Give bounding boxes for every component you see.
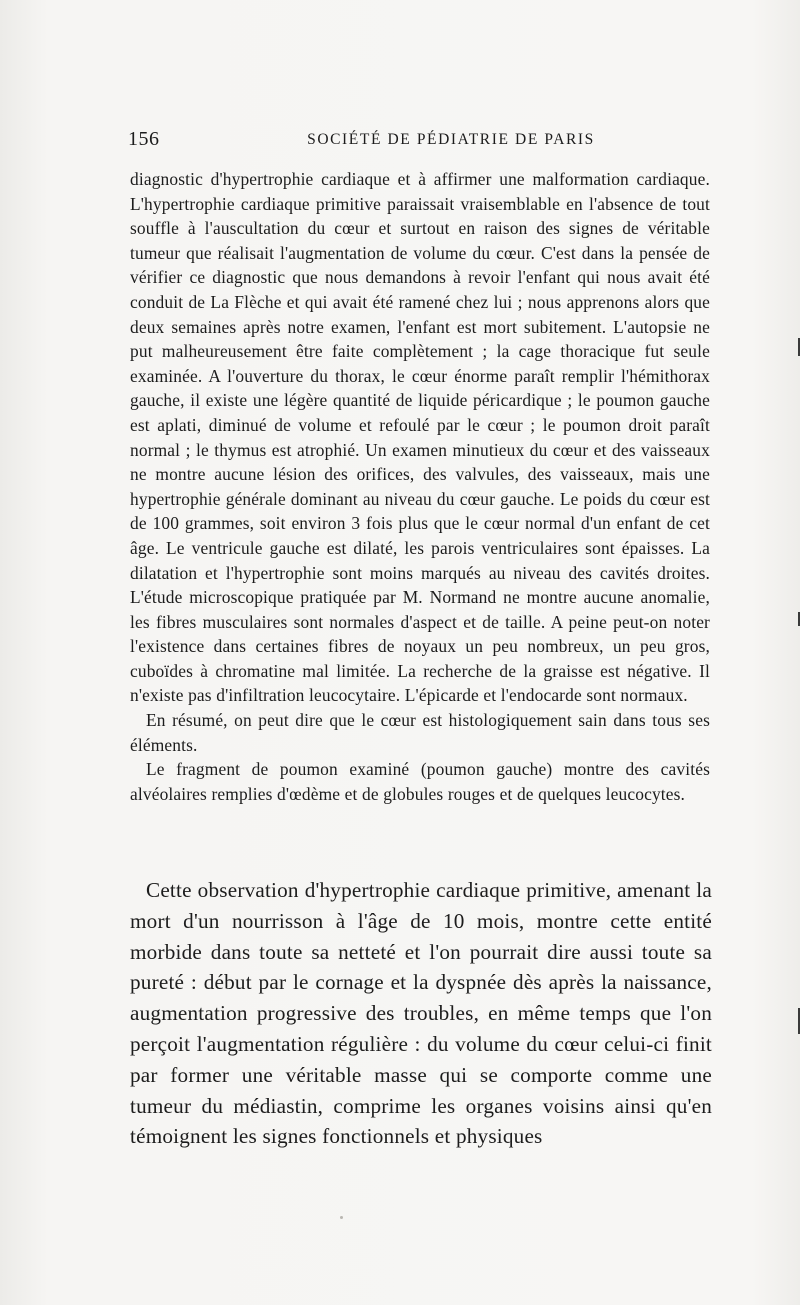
report-paragraph: En résumé, on peut dire que le cœur est histologiquement sain dans tous ses éléments. bbox=[130, 710, 710, 755]
report-paragraph: diagnostic d'hypertrophie cardiaque et à affirmer une malformation cardiaque. L'hypertrophie cardiaque primitive paraissait vraisemblable en l'absence de tout souffle à l'auscultation du cœur et surtout en raison des signes de véritable tumeur que réalisait l'augmentation de volume du cœur. C'est dans la pensée de vérifier ce diagnostic que nous demandons à revoir l'enfant qui nous avait été conduit de La Flèche et qui avait été ramené chez lui ; nous apprenons alors que deux semaines après notre examen, l'enfant est mort subitement. L'autopsie ne put malheureusement être faite complètement ; la cage thoracique fut seule examinée. A l'ouverture du thorax, le cœur énorme paraît remplir l'hémithorax gauche, il existe une légère quantité de liquide péricardique ; le poumon gauche est aplati, diminué de volume et refoulé par le cœur ; le poumon droit paraît normal ; le thymus est atrophié. Un examen minutieux du cœur et des vaisseaux ne montre aucune lésion des orifices, des valvules, des vaisseaux, mais une hypertrophie générale dominant au niveau du cœur gauche. Le poids du cœur est de 100 grammes, soit environ 3 fois plus que le cœur normal d'un enfant de cet âge. Le ventricule gauche est dilaté, les parois ventriculaires sont épaisses. La dilatation et l'hypertrophie sont moins marqués au niveau des cavités droites. L'étude microscopique pratiquée par M. Normand ne montre aucune anomalie, les fibres musculaires sont normales d'aspect et de taille. A peine peut-on noter l'existence dans certaines fibres de noyaux un peu nombreux, un peu gros, cuboïdes à chromatine mal limitée. La recherche de la graisse est négative. Il n'existe pas d'infiltration leucocytaire. L'épicarde et l'endocarde sont normaux. bbox=[130, 169, 710, 706]
report-paragraph: Le fragment de poumon examiné (poumon gauche) montre des cavités alvéolaires remplies d'œdème et de globules rouges et de quelques leucocytes. bbox=[130, 759, 710, 804]
page-number: 156 bbox=[128, 128, 160, 150]
discussion-paragraph: Cette observation d'hypertrophie cardiaque primitive, amenant la mort d'un nourrisson à l'âge de 10 mois, montre cette entité morbide dans toute sa netteté et l'on pourrait dire aussi toute sa pureté : début par le cornage et la dyspnée dès après la naissance, augmentation progressive des troubles, en même temps que l'on perçoit l'augmentation régulière : du volume du cœur celui-ci finit par former une véritable masse qui se comporte comme une tumeur du médiastin, comprime les organes voisins ainsi qu'en témoignent les signes fonctionnels et physiques bbox=[130, 878, 712, 1149]
autopsy-report-text bbox=[130, 167, 710, 806]
paper-speck bbox=[340, 1216, 343, 1219]
running-head: SOCIÉTÉ DE PÉDIATRIE DE PARIS bbox=[307, 131, 595, 148]
discussion-text bbox=[130, 875, 712, 1152]
page-header bbox=[128, 128, 714, 156]
